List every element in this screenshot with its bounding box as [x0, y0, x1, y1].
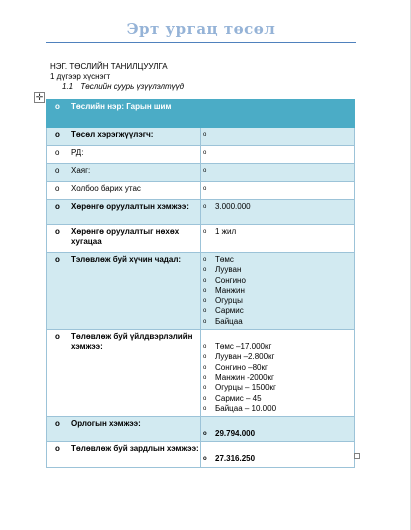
- table-row-cost: [47, 442, 355, 467]
- list-item: o Төмс –17.000кг: [203, 342, 272, 352]
- heading-3-text: Төслийн суурь үзүүлэлтүүд: [80, 82, 185, 91]
- list-item: o Манжин: [203, 285, 245, 295]
- bullet-icon: o: [203, 385, 207, 392]
- revenue-value: 29.794.000: [215, 429, 256, 439]
- table-row: [47, 128, 355, 146]
- table-row-production: [47, 330, 355, 417]
- row-label: РД:: [71, 148, 84, 157]
- bullet-icon: o: [203, 456, 207, 463]
- row-label: Холбоо барих утас: [71, 184, 141, 193]
- list-item: o Лууван –2.800кг: [203, 352, 275, 362]
- revenue-label: Орлогын хэмжээ:: [71, 419, 141, 429]
- list-item: o Байцаа: [203, 316, 243, 326]
- heading-3-number: 1.1: [62, 82, 74, 91]
- row-label: Хаяг:: [71, 166, 91, 175]
- bullet-icon: o: [203, 364, 207, 371]
- table-resize-handle[interactable]: [354, 453, 360, 459]
- bullet-icon: o: [203, 431, 207, 438]
- bullet-icon: o: [203, 287, 207, 294]
- row-label: Төсөл хэрэгжүүлэгч:: [71, 130, 154, 139]
- bullet-icon: o: [203, 308, 207, 315]
- cost-label: Төлөвлөж буй зардлын хэмжээ:: [71, 444, 199, 454]
- row-label: Хөрөнгө оруулалтыг нөхөх хугацаа: [71, 227, 180, 247]
- bullet-icon: o: [203, 374, 207, 381]
- project-name-label: Төслийн нэр: Гарын шим: [71, 102, 172, 111]
- list-item: o Байцаа – 10.000: [203, 403, 277, 413]
- list-item: o Сонгино –80кг: [203, 362, 268, 372]
- list-item: o Сонгино: [203, 275, 246, 285]
- bullet-icon: o: [55, 130, 60, 139]
- bullet-icon: o: [55, 184, 60, 193]
- bullet-icon: o: [55, 255, 60, 264]
- bullet-icon: o: [203, 132, 207, 138]
- list-item: o Сармис: [203, 306, 244, 316]
- list-item: o Огурцы – 1500кг: [203, 383, 276, 393]
- list-item: o Лууван: [203, 265, 242, 275]
- list-item: o Огурцы: [203, 296, 243, 306]
- heading-3: [62, 82, 184, 91]
- bullet-icon: o: [203, 354, 207, 361]
- table-row: [47, 146, 355, 164]
- production-label: Төлөвлөж буй үйлдвэрлэлийн хэмжээ:: [71, 332, 193, 352]
- cost-value: 27.316.250: [215, 454, 256, 464]
- bullet-icon: o: [55, 202, 60, 211]
- bullet-icon: o: [203, 298, 207, 305]
- list-item: o Төмс: [203, 255, 234, 264]
- row-label: Хөрөнгө оруулалтын хэмжээ:: [71, 202, 189, 211]
- table-row-capacity: [47, 253, 355, 330]
- table-row-revenue: [47, 417, 355, 442]
- bullet-icon: o: [55, 332, 60, 342]
- bullet-icon: o: [203, 229, 207, 235]
- row-value: 1 жил: [215, 227, 237, 236]
- bullet-icon: o: [203, 168, 207, 174]
- bullet-icon: o: [203, 186, 207, 192]
- document-title: Эрт ургац төсөл: [126, 20, 276, 38]
- table-row: [47, 200, 355, 225]
- list-item: o Сармис – 45: [203, 393, 262, 403]
- bullet-icon: o: [55, 166, 60, 175]
- table-row: [47, 182, 355, 200]
- bullet-icon: o: [55, 148, 60, 157]
- heading-2: 1 дүгээр хүснэгт: [50, 72, 111, 81]
- table-row: [47, 164, 355, 182]
- capacity-label: Тэлөвлөж буй хүчин чадал:: [71, 255, 182, 264]
- project-info-table: [46, 99, 355, 468]
- bullet-icon: o: [55, 419, 60, 429]
- bullet-icon: o: [203, 277, 207, 284]
- table-row: [47, 225, 355, 253]
- title-underline: [46, 42, 356, 43]
- table-move-handle-icon[interactable]: ✛: [35, 92, 44, 102]
- table-header-row: [47, 100, 355, 128]
- bullet-icon: o: [203, 395, 207, 402]
- bullet-icon: o: [203, 204, 207, 210]
- bullet-icon: o: [203, 318, 207, 325]
- bullet-icon: o: [203, 257, 207, 263]
- bullet-icon: o: [55, 102, 60, 111]
- list-item: o Манжин -2000кг: [203, 372, 274, 382]
- heading-1: НЭГ. ТӨСЛИЙН ТАНИЛЦУУЛГА: [50, 62, 168, 71]
- bullet-icon: o: [55, 227, 60, 236]
- bullet-icon: o: [203, 344, 207, 351]
- bullet-icon: o: [203, 405, 207, 412]
- row-value: 3.000.000: [215, 202, 251, 211]
- bullet-icon: o: [203, 267, 207, 274]
- bullet-icon: o: [55, 444, 60, 454]
- bullet-icon: o: [203, 150, 207, 156]
